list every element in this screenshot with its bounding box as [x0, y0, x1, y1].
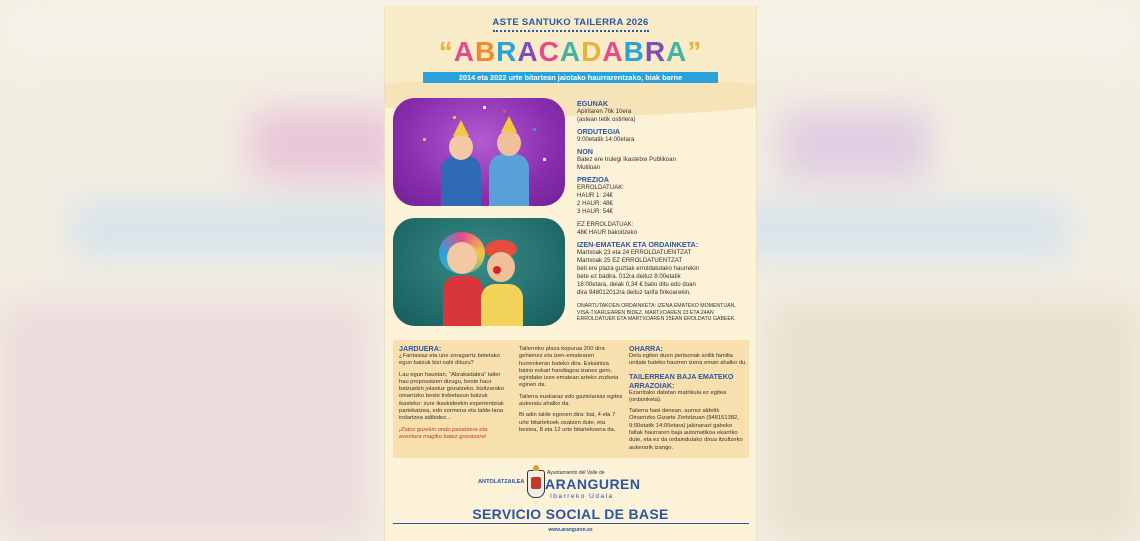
title-letter: A	[666, 36, 688, 67]
title-letter: C	[538, 36, 560, 67]
izen-emateak-heading: IZEN-EMATEAK ETA ORDAINKETA:	[577, 240, 699, 249]
payment-note-line: ERROLDATUEK ETA MARTXOAREN 25EAN EROLDATU GABEEK.	[577, 316, 736, 323]
ordutegia-heading: ORDUTEGIA	[577, 127, 621, 136]
title-letter: R	[644, 36, 667, 67]
jarduera-column	[399, 344, 511, 445]
footer-title: SERVICIO SOCIAL DE BASE	[472, 506, 669, 522]
non-line: Batez ere Irulegi Ikastetxe Publikoan	[577, 156, 676, 163]
non-line: Mutiloan	[577, 164, 601, 171]
egunak-line: (astean tetik ostirlera)	[577, 116, 636, 123]
title-letter: A	[602, 36, 624, 67]
title-letter: B	[474, 36, 497, 67]
egunak-heading: EGUNAK	[577, 99, 609, 108]
poster-subtitle: 2014 eta 2022 urte bitartean jaiotako haurrarentzako, biak barne	[423, 72, 718, 83]
info-column	[577, 96, 752, 323]
photo-kids-party-hats	[393, 98, 565, 206]
title-letter: D	[581, 36, 603, 67]
footer-divider	[393, 523, 749, 524]
poster-title	[385, 36, 756, 68]
title-letter: A	[517, 36, 539, 67]
poster	[384, 6, 757, 541]
org-basque-name: Ibarreko Udala	[550, 493, 614, 500]
ordutegia-line: 9:00etatik 14:00etara	[577, 136, 635, 143]
izen-line: bete ez badira. 012ra deituz 8:00etatik	[577, 273, 681, 280]
jarduera-callout: ¡Zatoz gurekin ondo pasatzera eta aventura magiko batez gozatzera!	[399, 426, 488, 440]
language-text: Tailerra euskaraz edo gaztelaniaz egites aukeratu ahalko da.	[519, 393, 623, 408]
coat-of-arms-icon	[527, 470, 545, 498]
prezioa-heading: PREZIOA	[577, 175, 609, 184]
notes-column	[629, 344, 747, 456]
prezioa-line: ERROLDATUAK:	[577, 184, 624, 191]
title-letter: A	[559, 36, 582, 67]
egunak-line: Apirilaren 7tik 10era	[577, 108, 632, 115]
organizer-block	[385, 468, 756, 504]
izen-line: Martxoak 23 eta 24 ERROLDATUENTZAT	[577, 249, 692, 256]
baja-text: Tailerra hasi denean, aurrez aldetik Oinarrizko Gizarte Zerbitzuan (948151382, 9:00etatik 14:00etara) jakinarazi gabeko faltak haurraren baja automatikoa ekarriko dute, eta ez da ordaindutako dirua itzultzeko aukerarik izango.	[629, 408, 743, 451]
baja-heading: TAILERREAN BAJA EMATEKO ARRAZOIAK:	[629, 371, 734, 390]
prezioa-line: HAUR 1: 24€	[577, 192, 613, 199]
jarduera-text: ¿Fantasiaz eta une zoragarriz betetako egun batzuk bizi nahi dituzu?	[399, 353, 500, 367]
payment-note-line: VISA-TXARLEAREN BIDEZ. MARTXOAREN 23 ETA 24AN	[577, 309, 714, 316]
org-name: ARANGUREN	[545, 476, 641, 492]
title-letter: “	[438, 36, 454, 67]
baja-text: Ezarritako datetan matrikula ez egitea (ordainketa).	[629, 389, 727, 403]
places-text: Tailerreko plaza kopurua 200 dira gehienez eta izen-ematearen hurrenkeran bateko dira. Eskaintza baino eskari handiagoa izanez gero, egindako izen ematean arteko zozketa eginen da.	[519, 346, 619, 389]
dotted-divider	[493, 30, 649, 34]
izen-line: 18:00etara, deiak 0,34 € balio ditu edo doan	[577, 281, 696, 288]
prezioa-line: 48€ HAUR bakoitzeko	[577, 229, 637, 236]
payment-note	[577, 303, 752, 323]
poster-kicker: ASTE SANTUKO TAILERRA 2026	[492, 17, 649, 28]
title-letter: ”	[687, 36, 703, 67]
oharra-heading: OHARRA:	[629, 344, 663, 353]
izen-line: Martxoak 25 EZ ERROLDATUENTZAT	[577, 257, 683, 264]
organizer-label: ANTOLATZAILEA	[478, 479, 525, 485]
places-column	[519, 344, 623, 438]
prezioa-line: 3 HAUR: 54€	[577, 208, 613, 215]
payment-note-line: ONARTUTAKOEN ORDAINKETA: IZENA EMATEKO MOMENTUAN,	[577, 303, 736, 309]
non-heading: NON	[577, 147, 593, 156]
prezioa-line: 2 HAUR: 48€	[577, 200, 613, 207]
izen-line: dira 948012012ra deituz tarifa finkoarekin.	[577, 289, 691, 296]
prezioa-line: EZ ERROLDATUAK:	[577, 221, 634, 228]
jarduera-text: Lau egun hauetan, "Abrakadabra" tailer hau proposatzen dizugu, beste haur batzuekin jolastuz gozatzeko, bizitzarako oinarrizko beste trebetasun batzuk ikasteko: zure ikaskideekin esperientziak partekatzea, edo sormena eta talde-lana indartzea adibidez...	[399, 371, 505, 422]
title-letter: R	[496, 36, 518, 67]
photo-kids-clown-wigs	[393, 218, 565, 326]
org-small-text: Ayuntamiento del Valle de	[547, 470, 605, 476]
title-letter: B	[623, 36, 645, 67]
website-link[interactable]: www.aranguren.es	[548, 527, 593, 533]
age-groups-text: Bi adin talde egonen dira: bat, 4 eta 7 urte bitartekoek osatzen dute, eta bestea, 8 eta 12 urte bitartekoena da.	[519, 412, 616, 433]
details-panel	[393, 340, 749, 458]
izen-line: beti ere plaza guztiak erroldatutako haurrekin	[577, 265, 699, 272]
jarduera-heading: JARDUERA:	[399, 344, 442, 353]
title-letter: A	[453, 36, 475, 67]
oharra-text: Dela egiten duen pertsonak soilik familia unitate bateko haurren izena eman ahalko du.	[629, 353, 747, 367]
